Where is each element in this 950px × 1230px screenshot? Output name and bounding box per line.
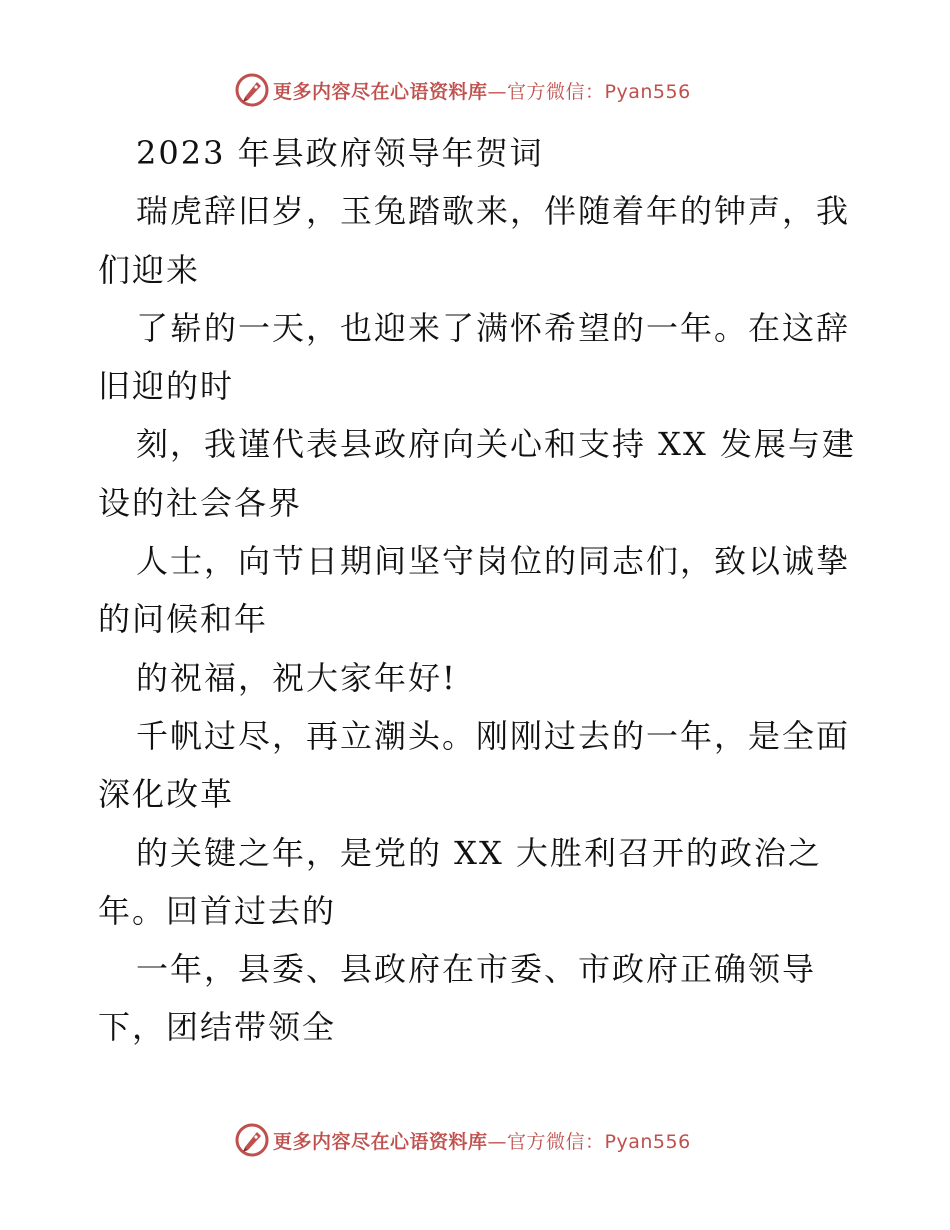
text-line: 们迎来 (98, 250, 201, 289)
text-line: 的关键之年，是党的 XX 大胜利召开的政治之 (136, 833, 822, 872)
pen-nib-logo-icon (235, 73, 269, 107)
text-line: 人士，向节日期间坚守岗位的同志们，致以诚挚 (136, 542, 851, 581)
pen-nib-logo-icon (235, 1123, 269, 1157)
banner-contact: 官方微信：Pyan556 (507, 1130, 691, 1153)
text-line: 千帆过尽，再立潮头。刚刚过去的一年，是全面 (136, 716, 851, 755)
banner-text (273, 77, 691, 104)
text-line: 了崭的一天，也迎来了满怀希望的一年。在这辞 (136, 308, 851, 347)
banner-brand: 更多内容尽在心语资料库 (273, 80, 488, 103)
footer-banner (235, 1122, 691, 1158)
text-line: 瑞虎辞旧岁，玉兔踏歌来，伴随着年的钟声，我 (136, 192, 851, 231)
text-line: 设的社会各界 (98, 483, 303, 522)
document-body (98, 124, 858, 1057)
banner-separator: — (487, 1130, 508, 1153)
banner-text (273, 1127, 691, 1154)
banner-brand: 更多内容尽在心语资料库 (273, 1130, 488, 1153)
document-title: 2023 年县政府领导年贺词 (136, 134, 544, 172)
header-banner (235, 72, 691, 108)
text-line: 旧迎的时 (98, 367, 235, 406)
text-line: 的问候和年 (98, 600, 269, 639)
banner-separator: — (487, 80, 508, 103)
text-line: 年。回首过去的 (98, 891, 337, 930)
text-line: 深化改革 (98, 775, 235, 814)
text-line: 的祝福，祝大家年好! (136, 658, 457, 697)
text-line: 下，团结带领全 (98, 1008, 337, 1047)
text-line: 一年，县委、县政府在市委、市政府正确领导 (136, 950, 817, 989)
text-line: 刻，我谨代表县政府向关心和支持 XX 发展与建 (136, 425, 856, 464)
banner-contact: 官方微信：Pyan556 (507, 80, 691, 103)
